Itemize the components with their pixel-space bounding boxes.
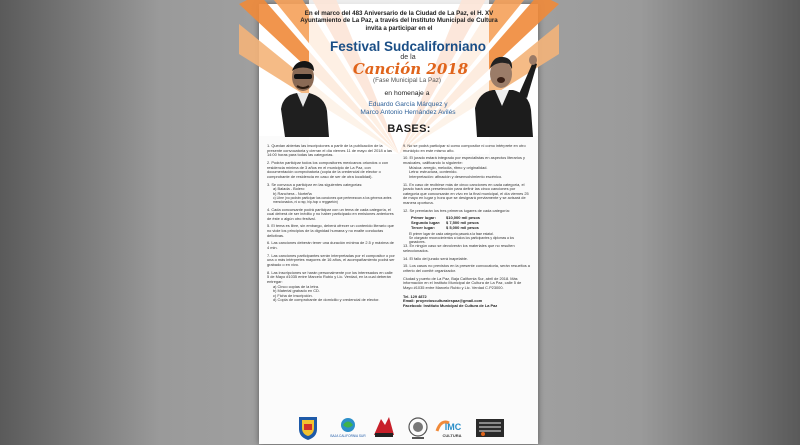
base-14: 14. El fallo del jurado será inapelable.: [403, 255, 468, 261]
base-7: 7. Las canciones participantes serán interpretadas por el compositor o por una o más intérpretes mayores de 16 años, el acompañamiento podrá ser grabado o en vivo.: [267, 252, 395, 267]
ayuntamiento-crest-logo: [407, 415, 429, 441]
category-c: c) Libre (no podrán participar las canciones que pertenezcan a los géneros antes mencionados, ni a rap, hip-hop o reggaetón): [273, 196, 392, 205]
category-a: a) Balada - Bolero: [273, 186, 305, 192]
festival-phase: (Fase Municipal La Paz): [373, 77, 441, 84]
honoree-1: Eduardo García Márquez y: [368, 101, 448, 108]
requirement-d: d) Copia de comprobante de domicilio y credencial de elector.: [273, 297, 380, 303]
base-8-text: 8. Las inscripciones se harán personalmente por los interesados en calle 5 de Mayo #1035 entre Marcelo Rubio y Lic. Verdad, en la cual deberán entregar:: [267, 269, 393, 284]
baja-california-sur-text: BAJA CALIFORNIA SUR: [330, 434, 366, 438]
prize-row: [411, 226, 531, 231]
base-5: 5. El tema es libre, sin embargo, deberá ofrecer un contenido literario que no viole los principios de la dignidad humana y no exalte conductas delictivas.: [267, 223, 394, 238]
right-singer-photo: [467, 42, 537, 137]
base-8: [267, 271, 395, 303]
base-6: 6. Las canciones deberán tener una duración mínima de 2.5 y máxima de 4 min.: [267, 240, 394, 251]
prize-note-1: El primer lugar de cada categoría pasará a la fase estatal.: [409, 232, 494, 237]
festival-cancion-logo: [473, 415, 507, 441]
base-2: 2. Podrán participar todos los compositores mexicanos oriundos o con residencia mínima de 3 años en el municipio de La Paz, con documentación comprobatoria (copia de la credencial de elector o comprobante de residencia en caso de ser de otra localidad).: [267, 159, 389, 179]
contact-phone: Tel. 129 4872: [403, 293, 427, 299]
base-15: 15. Los casos no previstos en la presente convocatoria, serán resueltos a criterio del comité organizador.: [403, 263, 530, 273]
contact-email: Email: proyectosculturalespaz@gmail.com: [403, 298, 483, 304]
contact-facebook: Facebook: Instituto Municipal de Cultura de La Paz: [403, 302, 498, 308]
base-10-text: 10. El jurado estará integrado por especialistas en aspectos literarios y musicales, calificando lo siguiente:: [403, 155, 525, 165]
anniversary-483-logo: [371, 415, 397, 441]
base-13: 13. En ningún caso se devolverán los materiales que no resulten seleccionados.: [403, 243, 515, 253]
baja-california-sur-logo: [330, 415, 366, 441]
prize-list: [411, 216, 531, 230]
cultura-text: CULTURA: [442, 433, 462, 438]
base-3: [267, 183, 395, 205]
imc-text: IMC: [444, 422, 462, 432]
festival-title: Festival Sudcaliforniano: [329, 39, 487, 54]
prize-place: Tercer lugar:: [411, 224, 436, 230]
base-4: 4. Cada concursante podrá participar con un tema de cada categoría, el cual deberá de ser inédito y no haber participado en emisiones anteriores de éste o algún otro festival.: [267, 206, 394, 221]
intro-text: En el marco del 483 Aniversario de la Ciudad de La Paz, el H. XV Ayuntamiento de La Paz, a través del Instituto Municipal de Cultura invita a participar en el: [300, 10, 498, 32]
base-3-text: 3. Se convoca a participar en las siguientes categorías:: [267, 181, 363, 187]
base-9: 9. No se podrá participar si como compositor ni como intérprete en otro municipio en este mismo año.: [403, 143, 526, 153]
la-paz-shield-logo: [297, 415, 319, 441]
criteria-lyrics: Letra: estructura, contenido.: [409, 169, 458, 175]
category-b: b) Ranchera - Norteña: [273, 190, 312, 196]
criteria-music: Música: arreglo, melodía, ritmo y originalidad.: [409, 164, 488, 170]
title-connector: de la: [400, 54, 416, 61]
prize-amount: $ 7,500 mil pesos: [446, 220, 479, 226]
requirement-a: a) Cinco copias de la letra.: [273, 283, 320, 289]
requirement-c: c) Ficha de inscripción.: [273, 292, 313, 298]
prize-amount: $ 5,000 mil pesos: [446, 224, 479, 230]
festival-title-cancion: Canción 2018: [352, 60, 469, 78]
homage-label: en homenaje a: [384, 90, 430, 97]
contact-info: [403, 295, 531, 309]
prize-note-2: Se otorgarán reconocimientos a todos los participantes y diplomas a los ganadores.: [409, 236, 515, 245]
base-1: 1. Quedan abiertas las inscripciones a partir de la publicación de la presente convocatoria y cierran el día viernes 11 de mayo del 2018 a las 14:00 horas para todas las categorías.: [267, 143, 392, 158]
imc-cultura-logo: [435, 415, 465, 441]
criteria-performance: Interpretación: afinación y desenvolvimiento escénico.: [409, 173, 503, 179]
poster-header: [259, 4, 538, 136]
base-10: [403, 156, 531, 179]
prize-place: Segundo lugar:: [411, 220, 441, 226]
requirement-b: b) Material grabado en CD.: [273, 288, 320, 294]
prize-place: Primer lugar:: [411, 215, 436, 221]
bases-heading: BASES:: [387, 123, 431, 135]
sponsor-logos: [259, 413, 538, 443]
bases-left-column: [267, 144, 395, 306]
base-11: 11. En caso de recibirse más de cinco canciones en cada categoría, el jurado hará una preselección para definir las cinco canciones por categoría que concursarán en vivo en la final municipal, el día viernes 25 de mayo en lugar y hora que se designará previamente y se avisará de manera oportuna.: [403, 181, 529, 205]
bases-right-column: [403, 144, 531, 308]
honorees: [343, 101, 473, 117]
festival-poster: [259, 4, 538, 444]
base-12: [403, 209, 531, 214]
honoree-2: Marco Antonio Hernández Avilés: [360, 109, 456, 116]
base-12-text: 12. Se premiarán los tres primeros lugares de cada categoría:: [403, 207, 510, 213]
prize-amount: $10,000 mil pesos: [446, 215, 481, 221]
place-and-date: Ciudad y puerto de La Paz, Baja California Sur, abril de 2018. Más información en el Instituto Municipal de Cultura de La Paz, calle 5 de Mayo #1035 entre Marcelo Rubio y Lic. Verdad C.P23000.: [403, 275, 522, 290]
